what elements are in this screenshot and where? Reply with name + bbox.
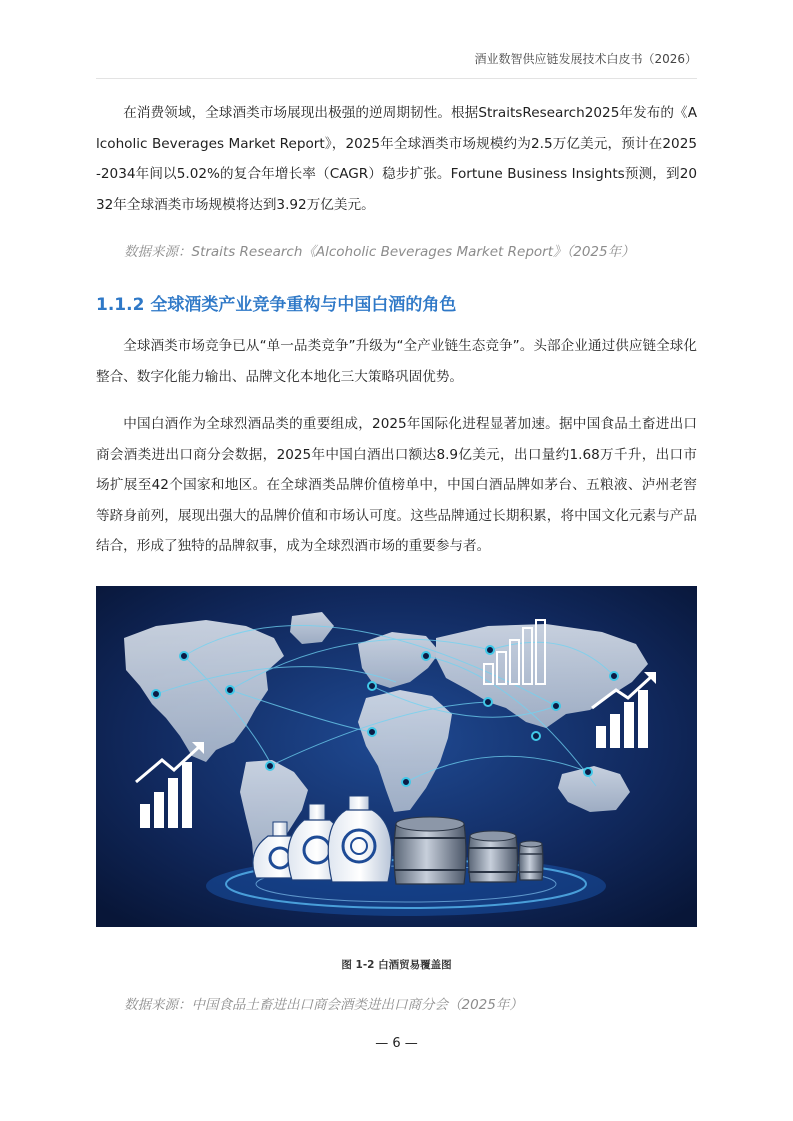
page-header (96, 44, 697, 79)
barrel-medium (468, 831, 518, 882)
paragraph-baijiu-exports: 中国白酒作为全球烈酒品类的重要组成，2025年国际化进程显著加速。据中国食品土畜进出口商会酒类进出口商分会数据，2025年中国白酒出口额达8.9亿美元，出口量约1.68万千升，出口市场扩展至42个国家和地区。在全球酒类品牌价值榜单中，中国白酒品牌如茅台、五粮液、泸州老窖等跻身前列，展现出强大的品牌价值和市场认可度。这些品牌通过长期积累，将中国文化元素与产品结合，形成了独特的品牌叙事，成为全球烈酒市场的重要参与者。 (96, 416, 697, 554)
page-number: — 6 — (375, 1036, 418, 1051)
section-heading: 1.1.2 全球酒类产业竞争重构与中国白酒的角色 (96, 295, 457, 315)
barrel-small (519, 841, 543, 880)
paragraph-market-size: 在消费领域，全球酒类市场展现出极强的逆周期韧性。根据StraitsResearch2025年发布的《Alcoholic Beverages Market Report》，2025年全球酒类市场规模约为2.5万亿美元，预计在2025-2034年间以5.02%的复合年增长率（CAGR）稳步扩张。Fortune Business Insights预测，到2032年全球酒类市场规模将达到3.92万亿美元。 (96, 105, 697, 213)
trade-map-illustration (96, 586, 697, 927)
figure-data-source-note: 数据来源：中国食品土畜进出口商会酒类进出口商分会（2025年） (124, 997, 523, 1013)
figure-caption: 图 1-2 白酒贸易覆盖图 (341, 959, 452, 971)
document-title: 酒业数智供应链发展技术白皮书（2026） (474, 52, 697, 66)
data-source-note: 数据来源：Straits Research《Alcoholic Beverages Market Report》（2025年） (124, 244, 635, 260)
paragraph-competition: 全球酒类市场竞争已从“单一品类竞争”升级为“全产业链生态竞争”。头部企业通过供应链全球化整合、数字化能力输出、品牌文化本地化三大策略巩固优势。 (96, 338, 697, 385)
baijiu-trade-map-figure (96, 586, 697, 927)
barrel-large (394, 817, 466, 884)
